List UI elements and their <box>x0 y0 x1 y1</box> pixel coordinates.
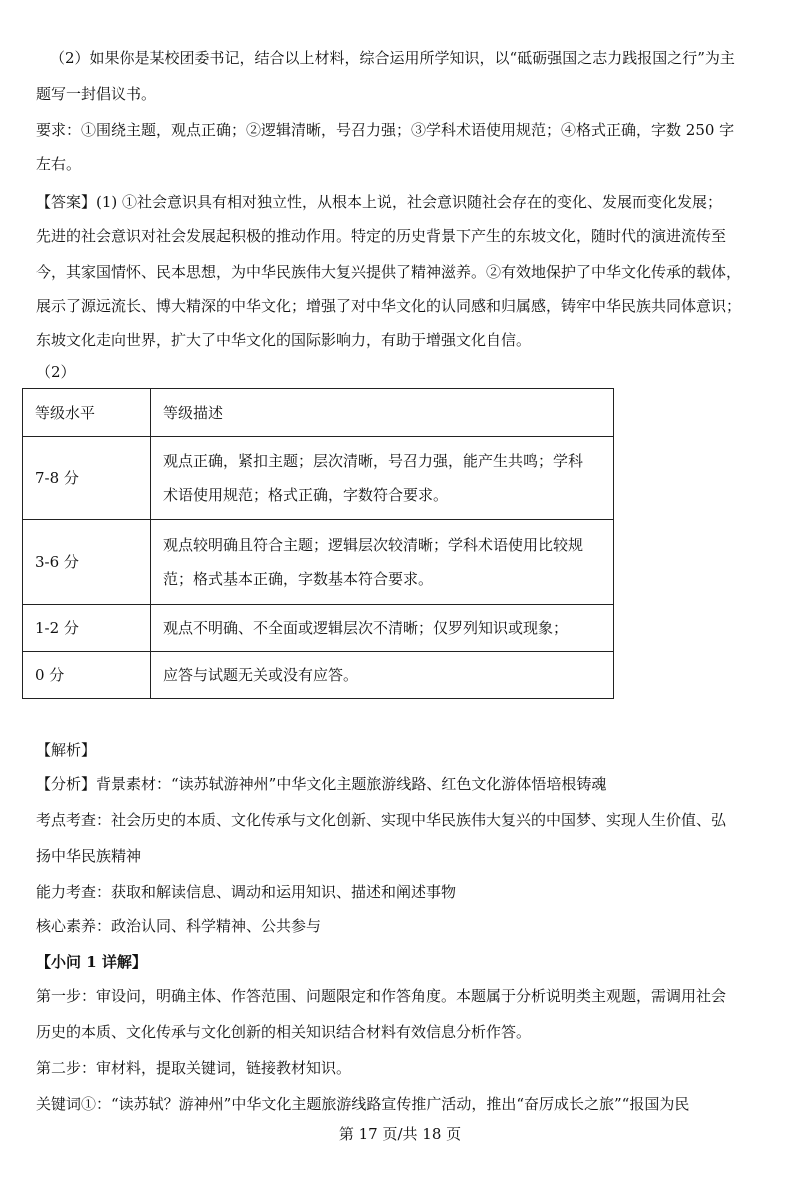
question-2-line-2: 题写一封倡议书。 <box>36 85 157 103</box>
table-row <box>23 520 614 605</box>
analysis-kaodian-line-2: 扬中华民族精神 <box>36 847 142 865</box>
page-footer: 第 17 页/共 18 页 <box>338 1125 462 1143</box>
table-row <box>23 652 614 699</box>
header-description: 等级描述 <box>151 389 614 437</box>
answer-line-5: 东坡文化走向世界，扩大了中华文化的国际影响力，有助于增强文化自信。 <box>36 331 532 349</box>
row-description-line: 观点较明确且符合主题；逻辑层次较清晰；学科术语使用比较规 <box>163 536 584 554</box>
row-description <box>151 437 614 520</box>
table-header-row <box>23 389 614 437</box>
step-1-line-2: 历史的本质、文化传承与文化创新的相关知识结合材料有效信息分析作答。 <box>36 1023 532 1041</box>
analysis-kaodian-line-1: 考点考查：社会历史的本质、文化传承与文化创新、实现中华民族伟大复兴的中国梦、实现人生价值、弘 <box>36 811 727 829</box>
answer-line-2: 先进的社会意识对社会发展起积极的推动作用。特定的历史背景下产生的东坡文化，随时代的演进流传至 <box>36 227 727 245</box>
answer-line-3: 今，其家国情怀、民本思想，为中华民族伟大复兴提供了精神滋养。②有效地保护了中华文化传承的载体， <box>36 263 742 281</box>
row-description <box>151 605 614 652</box>
row-description-line: 应答与试题无关或没有应答。 <box>163 666 359 684</box>
table-row <box>23 437 614 520</box>
row-level: 1-2 分 <box>23 605 151 652</box>
requirements-line-2: 左右。 <box>36 155 82 173</box>
answer-line-4: 展示了源远流长、博大精深的中华文化；增强了对中华文化的认同感和归属感，铸牢中华民族共同体意识； <box>36 297 742 315</box>
row-description-line: 观点正确，紧扣主题；层次清晰，号召力强，能产生共鸣；学科 <box>163 452 584 470</box>
keyword-1: 关键词①：“读苏轼？游神州”中华文化主题旅游线路宣传推广活动，推出“奋厉成长之旅”“报国为民 <box>36 1095 690 1113</box>
step-1-line-1: 第一步：审设问，明确主体、作答范围、问题限定和作答角度。本题属于分析说明类主观题，需调用社会 <box>36 987 727 1005</box>
row-description <box>151 652 614 699</box>
row-level: 0 分 <box>23 652 151 699</box>
step-2: 第二步：审材料，提取关键词，链接教材知识。 <box>36 1059 352 1077</box>
header-level: 等级水平 <box>23 389 151 437</box>
analysis-suyang: 核心素养：政治认同、科学精神、公共参与 <box>36 917 322 935</box>
analysis-nengli: 能力考查：获取和解读信息、调动和运用知识、描述和阐述事物 <box>36 883 457 901</box>
row-level: 7-8 分 <box>23 437 151 520</box>
analysis-title: 【解析】 <box>36 741 97 759</box>
row-description-line: 术语使用规范；格式正确，字数符合要求。 <box>163 486 449 504</box>
row-description-line: 范；格式基本正确，字数基本符合要求。 <box>163 570 434 588</box>
table-row <box>23 605 614 652</box>
row-level: 3-6 分 <box>23 520 151 605</box>
row-description <box>151 520 614 605</box>
sub-question-1-title: 【小问 1 详解】 <box>36 953 147 971</box>
grade-table <box>22 388 614 699</box>
analysis-fenxi: 【分析】背景素材：“读苏轼游神州”中华文化主题旅游线路、红色文化游体悟培根铸魂 <box>36 775 607 793</box>
requirements-line-1: 要求：①围绕主题，观点正确；②逻辑清晰，号召力强；③学科术语使用规范；④格式正确，字数 250 字 <box>36 121 735 139</box>
question-2-line-1: （2）如果你是某校团委书记，结合以上材料，综合运用所学知识，以“砥砺强国之志力践报国之行”为主 <box>50 49 735 67</box>
row-description-line: 观点不明确、不全面或逻辑层次不清晰；仅罗列知识或现象； <box>163 619 569 637</box>
answer-part-2-label: （2） <box>36 363 76 381</box>
answer-line-1: 【答案】(1) ①社会意识具有相对独立性，从根本上说，社会意识随社会存在的变化、发展而变化发展； <box>36 193 723 211</box>
